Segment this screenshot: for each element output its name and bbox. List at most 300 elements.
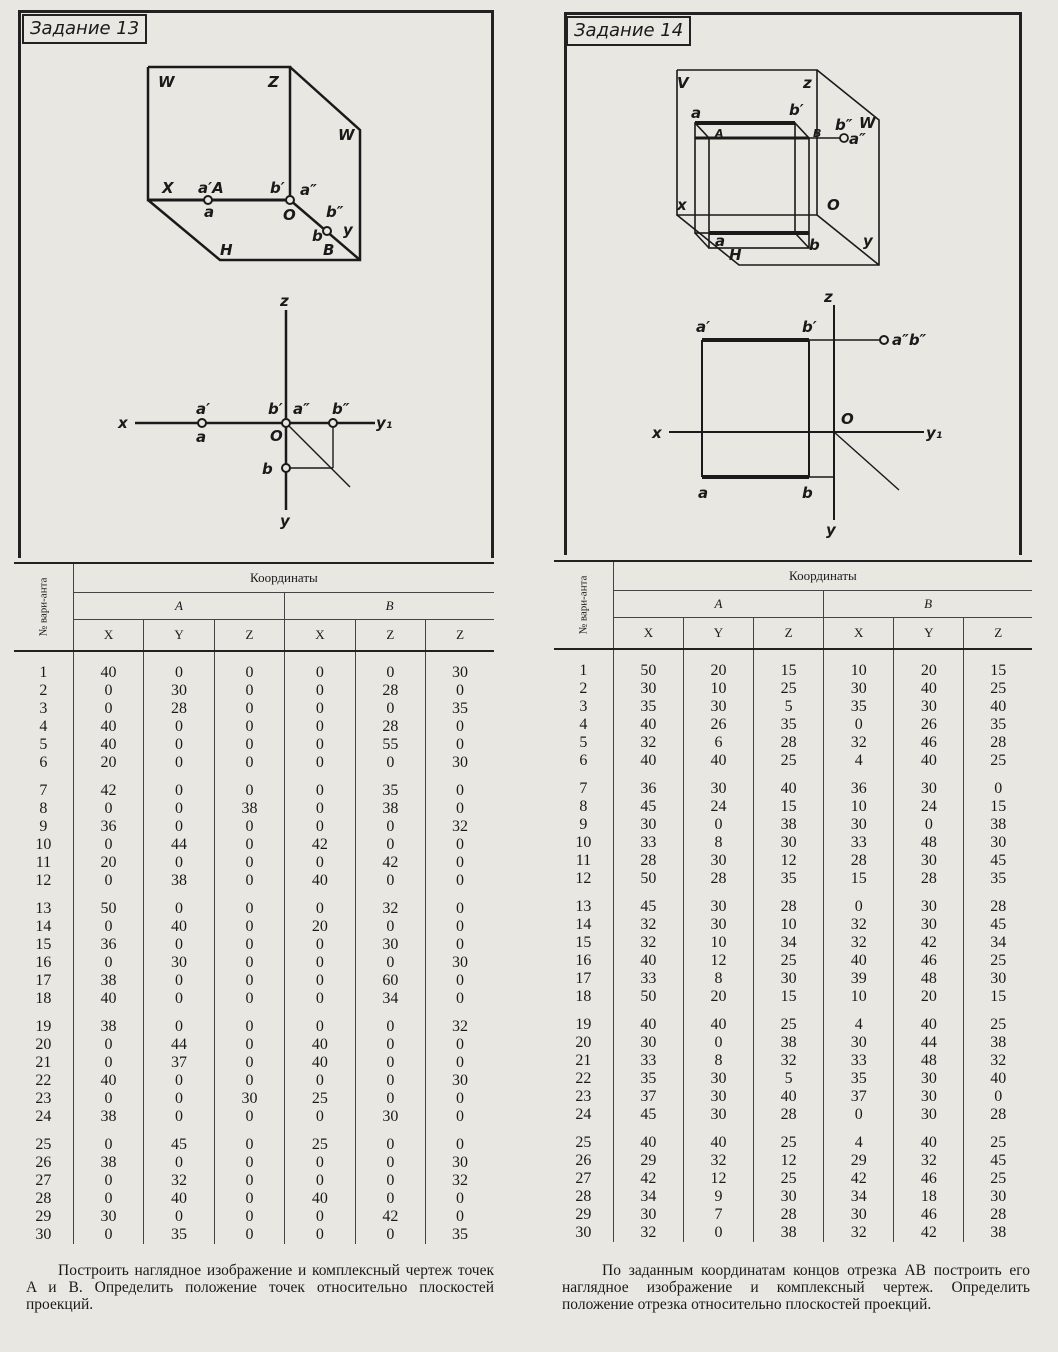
- coordinate-cell: 33: [824, 1052, 894, 1070]
- coordinate-cell: 0: [144, 818, 214, 836]
- coordinate-cell: 30: [683, 1088, 753, 1106]
- coordinate-cell: 38: [964, 1224, 1032, 1242]
- variant-number: 25: [575, 1134, 592, 1151]
- coordinate-cell: 0: [144, 1072, 214, 1090]
- diag-label-a: a: [196, 428, 207, 446]
- table-row: [554, 1106, 1032, 1124]
- variant-number: 5: [579, 734, 588, 751]
- coordinate-cell: 33: [613, 834, 683, 852]
- variant-number: 6: [579, 752, 588, 769]
- coordinate-cell: 35: [754, 716, 824, 734]
- variant-number: 18: [35, 990, 52, 1007]
- task-14-pictorial-figure: [669, 60, 899, 275]
- coordinate-cell: 0: [214, 854, 284, 872]
- coordinate-cell: 32: [613, 916, 683, 934]
- coordinate-cell: 0: [355, 700, 425, 718]
- point-b-marker: [282, 464, 290, 472]
- variant-number: 4: [579, 716, 588, 733]
- coordinate-cell: 40: [894, 680, 964, 698]
- diag-label-b-prime: b′: [268, 400, 283, 418]
- coordinate-cell: 36: [824, 780, 894, 798]
- variant-number: 16: [35, 954, 52, 971]
- coordinate-cell: 24: [683, 798, 753, 816]
- coordinate-cell: 28: [754, 1106, 824, 1124]
- coordinate-cell: 0: [285, 1072, 355, 1090]
- table-row: [14, 900, 494, 918]
- coordinate-cell: 35: [613, 1070, 683, 1088]
- variant-number: 14: [575, 916, 592, 933]
- coordinate-cell: 12: [683, 952, 753, 970]
- coordinate-cell: 32: [894, 1152, 964, 1170]
- table-row: [554, 1170, 1032, 1188]
- coordinate-cell: 38: [964, 1034, 1032, 1052]
- coordinate-cell: 40: [73, 1072, 143, 1090]
- table-row: [14, 782, 494, 800]
- table-row: [14, 990, 494, 1008]
- coordinate-cell: 0: [144, 1090, 214, 1108]
- coordinate-cell: 0: [824, 716, 894, 734]
- label-H: H: [220, 241, 233, 259]
- variant-number: 23: [35, 1090, 52, 1107]
- variant-number: 24: [35, 1108, 52, 1125]
- table-row: [554, 1134, 1032, 1152]
- table-row: [14, 1136, 494, 1154]
- coordinate-cell: 0: [285, 682, 355, 700]
- point-a-double-prime-marker: [840, 134, 848, 142]
- label-A: A: [715, 127, 724, 140]
- table-row: [14, 836, 494, 854]
- coordinate-cell: 25: [285, 1136, 355, 1154]
- point-b-marker: [323, 227, 331, 235]
- coordinate-cell: 0: [355, 754, 425, 772]
- variant-number: 12: [575, 870, 592, 887]
- table-row: [554, 1016, 1032, 1034]
- label-Z: Z: [268, 73, 279, 91]
- label-aA: a′A: [198, 179, 224, 197]
- table-row: [14, 1036, 494, 1054]
- coordinate-cell: 25: [964, 752, 1032, 770]
- coordinate-cell: 0: [894, 816, 964, 834]
- coordinate-cell: 38: [73, 1018, 143, 1036]
- table-row: [14, 972, 494, 990]
- table-row: [14, 1154, 494, 1172]
- diag-label-y1: y₁: [376, 414, 393, 432]
- variant-header: № вари-анта: [37, 577, 50, 637]
- table-row: [14, 818, 494, 836]
- table-row: [14, 872, 494, 890]
- coordinate-cell: 40: [894, 1134, 964, 1152]
- table-row: [14, 1208, 494, 1226]
- coordinate-cell: 30: [683, 852, 753, 870]
- coordinate-cell: 32: [754, 1052, 824, 1070]
- variant-number: 25: [35, 1136, 52, 1153]
- coordinate-cell: 0: [426, 718, 494, 736]
- coordinate-cell: 40: [683, 1016, 753, 1034]
- column-header: X: [285, 620, 355, 652]
- coordinate-cell: 10: [683, 934, 753, 952]
- coordinate-cell: 0: [355, 818, 425, 836]
- coordinate-cell: 0: [426, 990, 494, 1008]
- coordinate-cell: 0: [73, 1054, 143, 1072]
- coordinate-cell: 25: [964, 1016, 1032, 1034]
- coordinate-cell: 30: [613, 1034, 683, 1052]
- coordinate-cell: 40: [613, 752, 683, 770]
- column-header: X: [613, 618, 683, 650]
- point-b-header: В: [824, 591, 1032, 618]
- coordinate-cell: 32: [964, 1052, 1032, 1070]
- table-row: [14, 936, 494, 954]
- coordinate-cell: 0: [964, 780, 1032, 798]
- coordinate-cell: 25: [964, 1134, 1032, 1152]
- coordinate-cell: 15: [754, 798, 824, 816]
- coordinate-cell: 46: [894, 952, 964, 970]
- coordinate-cell: 0: [355, 1190, 425, 1208]
- coordinate-cell: 30: [894, 898, 964, 916]
- coordinate-cell: 0: [355, 836, 425, 854]
- coordinate-cell: 37: [144, 1054, 214, 1072]
- coordinate-cell: 40: [824, 952, 894, 970]
- coordinate-cell: 45: [964, 852, 1032, 870]
- table-row: [14, 954, 494, 972]
- label-W: W: [158, 73, 175, 91]
- variant-number: 8: [579, 798, 588, 815]
- coordinate-cell: 36: [73, 818, 143, 836]
- diag-label-O: O: [841, 410, 854, 428]
- coordinate-cell: 45: [144, 1136, 214, 1154]
- coordinate-cell: 38: [754, 1224, 824, 1242]
- variant-number: 18: [575, 988, 592, 1005]
- label-b: b: [312, 227, 323, 245]
- coordinate-cell: 15: [754, 988, 824, 1006]
- coordinate-cell: 0: [214, 1226, 284, 1244]
- task-13-caption: Построить наглядное изображение и комплексный чертеж точек A и B. Определить положение точек относительно плоскостей проекций.: [26, 1262, 494, 1313]
- coordinate-cell: 0: [214, 782, 284, 800]
- coordinate-cell: 20: [73, 754, 143, 772]
- coordinate-cell: 0: [824, 898, 894, 916]
- label-B: B: [813, 127, 822, 140]
- coordinate-cell: 35: [144, 1226, 214, 1244]
- table-row: [554, 1188, 1032, 1206]
- variant-number: 12: [35, 872, 52, 889]
- coordinate-cell: 30: [754, 1188, 824, 1206]
- coordinate-cell: 38: [73, 1154, 143, 1172]
- table-row: [554, 716, 1032, 734]
- coordinate-cell: 0: [214, 1054, 284, 1072]
- coordinate-cell: 0: [426, 1108, 494, 1126]
- coordinate-cell: 0: [144, 1154, 214, 1172]
- table-row: [14, 1090, 494, 1108]
- coordinate-cell: 20: [894, 662, 964, 680]
- coordinate-cell: 40: [613, 952, 683, 970]
- coordinates-header: Координаты: [613, 561, 1032, 591]
- coordinate-cell: 0: [355, 1090, 425, 1108]
- table-row: [554, 734, 1032, 752]
- coordinate-cell: 40: [73, 718, 143, 736]
- variant-number: 17: [35, 972, 52, 989]
- coordinate-cell: 40: [73, 736, 143, 754]
- variant-number: 27: [575, 1170, 592, 1187]
- coordinate-cell: 20: [73, 854, 143, 872]
- variant-number: 21: [35, 1054, 52, 1071]
- coordinate-cell: 10: [824, 662, 894, 680]
- coordinate-cell: 0: [824, 1106, 894, 1124]
- coordinate-cell: 30: [894, 1106, 964, 1124]
- coordinate-cell: 0: [214, 1018, 284, 1036]
- table-row: [554, 1088, 1032, 1106]
- table-row: [554, 898, 1032, 916]
- coordinate-cell: 35: [426, 1226, 494, 1244]
- variant-number: 29: [35, 1208, 52, 1225]
- variant-number: 22: [35, 1072, 52, 1089]
- label-a-double-prime: a″: [849, 130, 866, 148]
- variant-number: 8: [39, 800, 48, 817]
- coordinate-cell: 30: [683, 780, 753, 798]
- coordinate-cell: 40: [613, 716, 683, 734]
- coordinate-cell: 42: [285, 836, 355, 854]
- coordinate-cell: 0: [285, 1018, 355, 1036]
- table-row: [554, 1152, 1032, 1170]
- diag-label-b: b: [262, 460, 273, 478]
- table-row: [14, 700, 494, 718]
- coordinate-cell: 0: [214, 700, 284, 718]
- column-header: Z: [754, 618, 824, 650]
- coordinate-cell: 26: [683, 716, 753, 734]
- coordinate-cell: 42: [894, 934, 964, 952]
- coordinate-cell: 0: [285, 818, 355, 836]
- coordinate-cell: 46: [894, 734, 964, 752]
- coordinate-cell: 38: [214, 800, 284, 818]
- variant-number: 11: [35, 854, 52, 871]
- coordinate-cell: 0: [285, 1154, 355, 1172]
- table-row: [554, 1224, 1032, 1242]
- coordinate-cell: 0: [214, 1172, 284, 1190]
- coordinate-cell: 0: [214, 1072, 284, 1090]
- coordinate-cell: 50: [613, 870, 683, 888]
- table-row: [554, 1070, 1032, 1088]
- coordinate-cell: 0: [214, 954, 284, 972]
- task-14-caption: По заданным координатам концов отрезка AB построить его наглядное изображение и комплексный чертеж. Определить положение отрезка относительно плоскостей проекций.: [562, 1262, 1030, 1313]
- variant-number: 10: [575, 834, 592, 851]
- label-B: B: [323, 241, 335, 259]
- coordinate-cell: 0: [214, 936, 284, 954]
- coordinate-cell: 38: [754, 1034, 824, 1052]
- coordinate-cell: 38: [355, 800, 425, 818]
- coordinate-cell: 40: [144, 918, 214, 936]
- variant-number: 1: [579, 662, 588, 679]
- point-a-header: А: [73, 593, 284, 620]
- coordinate-cell: 38: [73, 1108, 143, 1126]
- coordinate-cell: 8: [683, 970, 753, 988]
- coordinate-cell: 0: [144, 718, 214, 736]
- coordinate-cell: 40: [285, 872, 355, 890]
- table-row: [554, 1206, 1032, 1224]
- coordinate-cell: 50: [613, 988, 683, 1006]
- coordinate-cell: 30: [613, 816, 683, 834]
- variant-number: 4: [39, 718, 48, 735]
- coordinate-cell: 30: [426, 664, 494, 682]
- variant-number: 20: [575, 1034, 592, 1051]
- coordinate-cell: 29: [613, 1152, 683, 1170]
- coordinate-cell: 34: [964, 934, 1032, 952]
- coordinate-cell: 30: [824, 816, 894, 834]
- coordinate-cell: 30: [894, 698, 964, 716]
- variant-number: 10: [35, 836, 52, 853]
- variant-number: 30: [35, 1226, 52, 1243]
- variant-number: 15: [575, 934, 592, 951]
- coordinate-cell: 25: [754, 1170, 824, 1188]
- coordinate-cell: 30: [894, 780, 964, 798]
- coordinate-cell: 28: [964, 898, 1032, 916]
- variant-number: 28: [35, 1190, 52, 1207]
- coordinate-cell: 30: [964, 1188, 1032, 1206]
- coordinate-cell: 28: [964, 1106, 1032, 1124]
- coordinate-cell: 0: [426, 736, 494, 754]
- coordinate-cell: 0: [144, 664, 214, 682]
- coordinate-cell: 0: [355, 954, 425, 972]
- coordinate-cell: 0: [214, 1154, 284, 1172]
- diag-label-x: x: [652, 424, 662, 442]
- coordinate-cell: 0: [285, 854, 355, 872]
- coordinate-cell: 0: [214, 1190, 284, 1208]
- coordinate-cell: 0: [426, 872, 494, 890]
- coordinate-cell: 0: [144, 1018, 214, 1036]
- coordinate-cell: 28: [355, 718, 425, 736]
- coordinate-cell: 10: [824, 798, 894, 816]
- coordinate-cell: 40: [144, 1190, 214, 1208]
- coordinate-cell: 42: [73, 782, 143, 800]
- variant-number: 13: [575, 898, 592, 915]
- table-row: [14, 682, 494, 700]
- variant-number: 9: [39, 818, 48, 835]
- coordinate-cell: 18: [894, 1188, 964, 1206]
- coordinate-cell: 33: [613, 1052, 683, 1070]
- coordinate-cell: 0: [214, 1136, 284, 1154]
- variant-number: 5: [39, 736, 48, 753]
- coordinate-cell: 12: [754, 1152, 824, 1170]
- coordinate-cell: 40: [964, 698, 1032, 716]
- column-header: X: [73, 620, 143, 652]
- coordinate-cell: 28: [355, 682, 425, 700]
- coordinate-cell: 28: [613, 852, 683, 870]
- point-b-prime-marker: [286, 196, 294, 204]
- coordinate-cell: 38: [964, 816, 1032, 834]
- coordinate-cell: 45: [964, 1152, 1032, 1170]
- task-13-coordinates-table: [14, 562, 494, 1244]
- coordinate-cell: 10: [683, 680, 753, 698]
- variant-number: 15: [35, 936, 52, 953]
- coordinate-cell: 30: [426, 1072, 494, 1090]
- coordinate-cell: 0: [144, 854, 214, 872]
- label-H: H: [729, 246, 742, 264]
- coordinate-cell: 25: [964, 680, 1032, 698]
- coordinate-cell: 15: [754, 662, 824, 680]
- coordinate-cell: 0: [285, 782, 355, 800]
- coordinate-cell: 0: [214, 872, 284, 890]
- coordinate-cell: 60: [355, 972, 425, 990]
- coordinate-cell: 32: [426, 1172, 494, 1190]
- coordinate-cell: 28: [683, 870, 753, 888]
- coordinate-cell: 35: [964, 716, 1032, 734]
- table-row: [14, 854, 494, 872]
- point-b-header: В: [285, 593, 494, 620]
- coordinate-cell: 0: [285, 700, 355, 718]
- coordinate-cell: 0: [285, 954, 355, 972]
- coordinate-cell: 5: [754, 1070, 824, 1088]
- diag-label-b-double-prime: b″: [332, 400, 350, 418]
- label-b-double-prime: b″: [835, 116, 853, 134]
- point-a-header: А: [613, 591, 823, 618]
- coordinate-cell: 36: [73, 936, 143, 954]
- label-a: a: [715, 232, 726, 250]
- coordinate-cell: 0: [426, 936, 494, 954]
- coordinate-cell: 8: [683, 834, 753, 852]
- coordinate-cell: 30: [824, 680, 894, 698]
- variant-number: 3: [579, 698, 588, 715]
- coordinate-cell: 33: [613, 970, 683, 988]
- table-row: [14, 718, 494, 736]
- diag-label-O: O: [270, 427, 283, 445]
- coordinate-cell: 30: [426, 754, 494, 772]
- coordinate-cell: 32: [613, 1224, 683, 1242]
- coordinate-cell: 0: [214, 900, 284, 918]
- coordinate-cell: 0: [355, 872, 425, 890]
- coordinate-cell: 35: [613, 698, 683, 716]
- coordinate-cell: 40: [754, 780, 824, 798]
- coordinate-cell: 30: [144, 682, 214, 700]
- coordinate-cell: 0: [214, 1108, 284, 1126]
- coordinate-cell: 30: [355, 1108, 425, 1126]
- coordinate-cell: 30: [824, 1206, 894, 1224]
- variant-number: 7: [39, 782, 48, 799]
- coordinate-cell: 0: [355, 1018, 425, 1036]
- coordinate-cell: 30: [683, 1070, 753, 1088]
- coordinate-cell: 0: [214, 682, 284, 700]
- coordinate-cell: 45: [613, 898, 683, 916]
- coordinate-cell: 25: [754, 1134, 824, 1152]
- coordinate-cell: 28: [964, 1206, 1032, 1224]
- label-a-prime: a: [691, 104, 702, 122]
- table-row: [14, 1108, 494, 1126]
- coordinate-cell: 35: [355, 782, 425, 800]
- table-row: [554, 916, 1032, 934]
- coordinate-cell: 30: [824, 1034, 894, 1052]
- coordinate-cell: 40: [73, 990, 143, 1008]
- coordinate-cell: 0: [355, 1136, 425, 1154]
- coordinate-cell: 0: [355, 1154, 425, 1172]
- coordinate-cell: 0: [285, 990, 355, 1008]
- diag-label-b-prime: b′: [802, 318, 817, 336]
- task-14-panel: [529, 0, 1058, 1352]
- coordinate-cell: 4: [824, 1016, 894, 1034]
- coordinate-cell: 40: [613, 1016, 683, 1034]
- coordinate-cell: 35: [754, 870, 824, 888]
- coordinate-cell: 0: [285, 718, 355, 736]
- coordinate-cell: 35: [964, 870, 1032, 888]
- variant-number: 14: [35, 918, 52, 935]
- coordinate-cell: 44: [894, 1034, 964, 1052]
- coordinate-cell: 29: [824, 1152, 894, 1170]
- label-X: X: [162, 179, 174, 197]
- coordinate-cell: 0: [426, 918, 494, 936]
- coordinate-cell: 28: [894, 870, 964, 888]
- table-row: [554, 816, 1032, 834]
- column-header: Z: [214, 620, 284, 652]
- coordinate-cell: 30: [894, 852, 964, 870]
- coordinate-cell: 30: [355, 936, 425, 954]
- coordinate-cell: 0: [73, 918, 143, 936]
- coordinate-cell: 0: [73, 836, 143, 854]
- coordinate-cell: 0: [214, 818, 284, 836]
